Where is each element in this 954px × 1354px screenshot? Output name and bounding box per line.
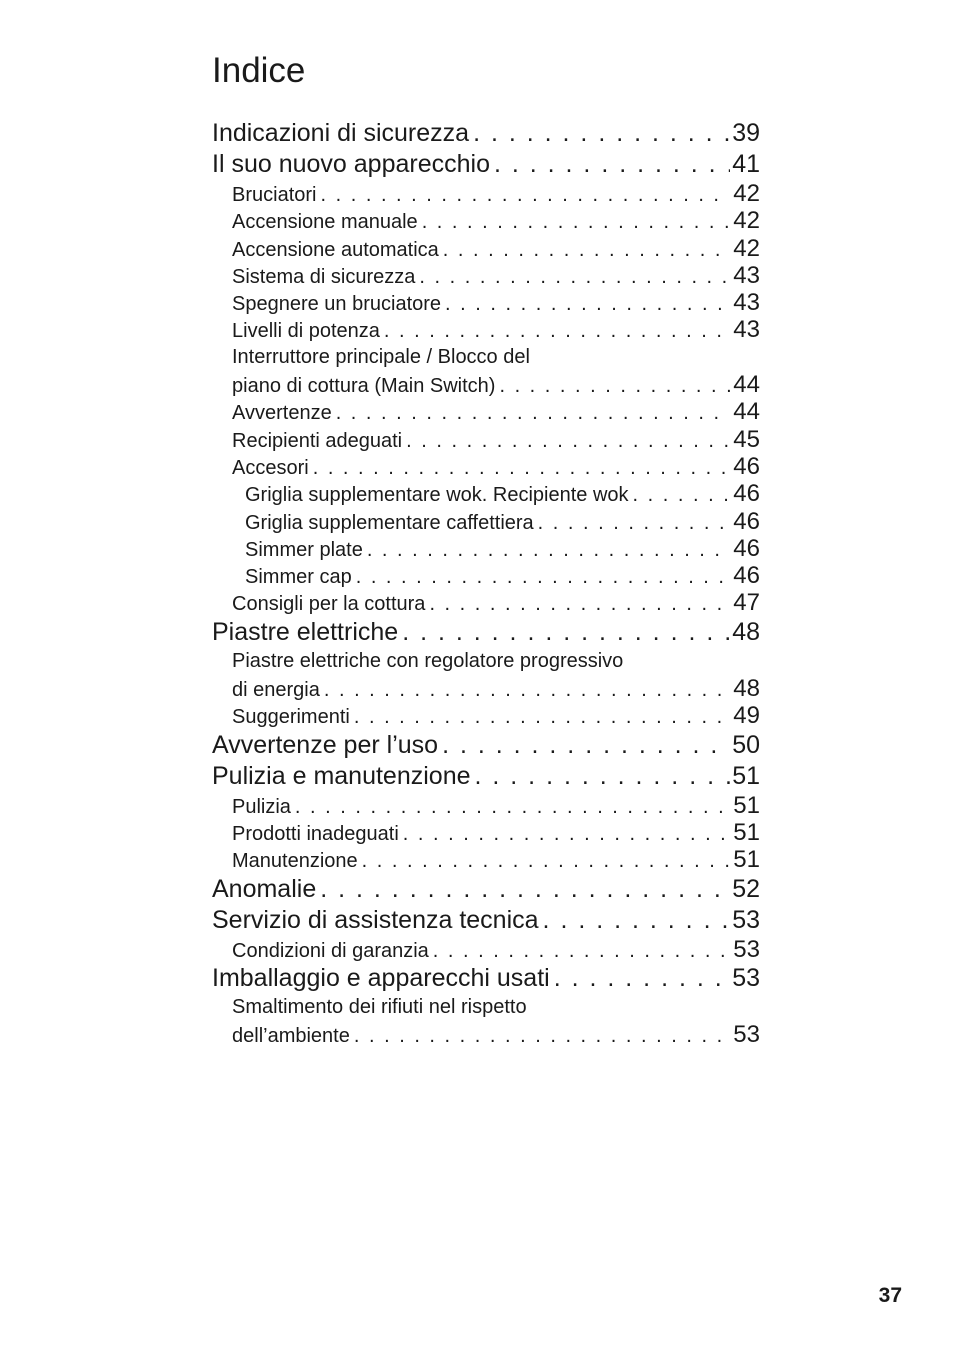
toc-entry[interactable] xyxy=(212,617,760,648)
toc-entry-page: 44 xyxy=(733,371,760,399)
toc-entry-label: Il suo nuovo apparecchio xyxy=(212,150,490,178)
toc-leader-dots xyxy=(441,291,730,318)
toc-entry-page: 51 xyxy=(732,761,760,790)
toc-entry-page: 50 xyxy=(732,730,760,759)
toc-leader-dots xyxy=(398,617,730,648)
toc-entry-label: piano di cottura (Main Switch) xyxy=(232,375,496,398)
toc-leader-dots xyxy=(438,730,730,761)
toc-entry-label: Spegnere un bruciatore xyxy=(232,293,442,316)
toc-entry[interactable] xyxy=(212,1021,760,1048)
toc-leader-dots xyxy=(316,874,730,905)
toc-entry[interactable] xyxy=(212,289,760,316)
toc-entry[interactable] xyxy=(212,562,760,589)
toc-entry-label: Accensione manuale xyxy=(232,211,418,234)
toc-entry-label: Piastre elettriche xyxy=(212,617,399,646)
toc-leader-dots xyxy=(352,564,730,591)
toc-leader-dots xyxy=(415,264,730,291)
toc-entry-label: Pulizia e manutenzione xyxy=(212,761,471,790)
toc-entry-label: Manutenzione xyxy=(232,850,358,873)
toc-entry-page: 48 xyxy=(732,617,760,646)
toc-entry[interactable] xyxy=(212,846,760,873)
toc-entry-prefix: Interruttore principale / Blocco del xyxy=(232,345,530,368)
toc-entry-page: 41 xyxy=(732,150,760,178)
toc-entry-label: Simmer cap xyxy=(245,566,352,589)
toc-leader-dots xyxy=(629,482,730,509)
toc-leader-dots xyxy=(418,209,730,236)
toc-leader-dots xyxy=(539,905,730,936)
toc-entry[interactable] xyxy=(212,453,760,480)
toc-entry[interactable] xyxy=(212,905,760,936)
toc-leader-dots xyxy=(425,591,730,618)
toc-entry-label: Pulizia xyxy=(232,795,291,818)
toc-entry[interactable] xyxy=(212,262,760,289)
toc-entry-label: Anomalie xyxy=(212,874,317,903)
toc-leader-dots xyxy=(380,318,730,345)
toc-entry[interactable] xyxy=(212,589,760,616)
toc-leader-dots xyxy=(350,1023,730,1050)
toc-entry[interactable] xyxy=(212,761,760,792)
toc-leader-dots xyxy=(490,149,730,180)
toc-entry[interactable] xyxy=(212,508,760,535)
toc-entry-label: Avvertenze per l’uso xyxy=(212,730,439,759)
toc-entry[interactable] xyxy=(212,235,760,262)
toc-entry-label: Simmer plate xyxy=(245,538,363,561)
toc-entry-page: 42 xyxy=(733,234,760,262)
toc-leader-dots xyxy=(320,677,730,704)
toc-leader-dots xyxy=(402,428,730,455)
toc-entry-page: 53 xyxy=(733,1021,760,1049)
toc-entry[interactable] xyxy=(212,792,760,819)
table-of-contents xyxy=(212,118,760,1048)
toc-entry-page: 46 xyxy=(733,562,760,590)
toc-entry[interactable] xyxy=(212,426,760,453)
toc-leader-dots xyxy=(471,761,731,792)
toc-entry-page: 51 xyxy=(733,818,760,846)
toc-entry-page: 53 xyxy=(732,905,760,934)
toc-leader-dots xyxy=(358,848,730,875)
toc-entry-page: 46 xyxy=(733,534,760,562)
toc-entry[interactable] xyxy=(212,874,760,905)
toc-entry-page: 49 xyxy=(733,702,760,730)
toc-leader-dots xyxy=(550,963,730,994)
toc-leader-dots xyxy=(469,118,730,149)
toc-entry[interactable] xyxy=(212,316,760,343)
toc-leader-dots xyxy=(363,537,730,564)
toc-entry-label: Sistema di sicurezza xyxy=(232,265,416,288)
toc-entry[interactable] xyxy=(212,819,760,846)
toc-leader-dots xyxy=(429,938,730,965)
toc-leader-dots xyxy=(309,455,730,482)
toc-entry-label: dell’ambiente xyxy=(232,1025,350,1048)
page-number: 37 xyxy=(878,1284,902,1307)
toc-entry-page: 47 xyxy=(733,589,760,617)
page-title: Indice xyxy=(212,51,306,90)
toc-entry-page: 42 xyxy=(733,180,760,207)
toc-entry-label: Accesori xyxy=(232,456,309,479)
toc-leader-dots xyxy=(495,373,730,400)
toc-entry-page: 39 xyxy=(732,119,760,147)
toc-entry[interactable] xyxy=(212,398,760,425)
toc-entry-label: Indicazioni di sicurezza xyxy=(212,119,470,147)
toc-entry[interactable] xyxy=(212,149,760,180)
toc-entry-page: 43 xyxy=(733,261,760,289)
toc-entry[interactable] xyxy=(212,936,760,963)
toc-entry[interactable] xyxy=(212,675,760,702)
toc-leader-dots xyxy=(399,821,730,848)
toc-entry-page: 46 xyxy=(733,480,760,508)
toc-leader-dots xyxy=(332,400,730,427)
toc-leader-dots xyxy=(316,182,730,209)
toc-entry[interactable] xyxy=(212,207,760,234)
toc-entry[interactable] xyxy=(212,480,760,507)
toc-entry[interactable] xyxy=(212,702,760,729)
toc-entry[interactable] xyxy=(212,180,760,207)
toc-entry-label: Prodotti inadeguati xyxy=(232,822,399,845)
toc-entry[interactable] xyxy=(212,535,760,562)
toc-entry-page: 46 xyxy=(733,452,760,480)
toc-entry-label: Imballaggio e apparecchi usati xyxy=(212,963,550,992)
toc-entry-label: Consigli per la cottura xyxy=(232,593,426,616)
toc-entry-page: 51 xyxy=(733,846,760,874)
toc-entry-page: 51 xyxy=(733,791,760,819)
toc-entry[interactable] xyxy=(212,963,760,994)
toc-entry-label: Accensione automatica xyxy=(232,238,439,261)
toc-entry-page: 46 xyxy=(733,507,760,535)
toc-entry-page: 44 xyxy=(733,398,760,426)
toc-entry-page: 53 xyxy=(733,935,760,963)
toc-entry-label: Griglia supplementare wok. Recipiente wok xyxy=(245,484,629,507)
toc-entry-page: 42 xyxy=(733,207,760,235)
toc-entry-page: 52 xyxy=(732,874,760,903)
toc-entry-prefix: Piastre elettriche con regolatore progressivo xyxy=(232,649,624,672)
toc-leader-dots xyxy=(350,704,730,731)
toc-leader-dots xyxy=(534,510,730,537)
toc-leader-dots xyxy=(439,237,730,264)
toc-entry-label: Servizio di assistenza tecnica xyxy=(212,905,539,934)
toc-entry-page: 48 xyxy=(733,675,760,703)
toc-entry-page: 43 xyxy=(733,289,760,317)
toc-entry-label: Suggerimenti xyxy=(232,706,350,729)
toc-entry[interactable] xyxy=(212,371,760,398)
toc-entry-prefix: Smaltimento dei rifiuti nel rispetto xyxy=(232,995,527,1018)
toc-entry-label: di energia xyxy=(232,679,320,702)
toc-entry-label: Recipienti adeguati xyxy=(232,429,403,452)
toc-entry-page: 45 xyxy=(733,425,760,453)
toc-entry-page: 43 xyxy=(733,316,760,344)
toc-entry[interactable] xyxy=(212,118,760,149)
toc-entry-label: Griglia supplementare caffettiera xyxy=(245,511,534,534)
toc-entry-label: Condizioni di garanzia xyxy=(232,939,429,962)
toc-entry-label: Avvertenze xyxy=(232,402,332,425)
toc-entry-page: 53 xyxy=(732,963,760,992)
toc-entry[interactable] xyxy=(212,730,760,761)
toc-leader-dots xyxy=(291,794,730,821)
toc-entry-label: Livelli di potenza xyxy=(232,320,380,343)
toc-entry-label: Bruciatori xyxy=(232,184,317,206)
